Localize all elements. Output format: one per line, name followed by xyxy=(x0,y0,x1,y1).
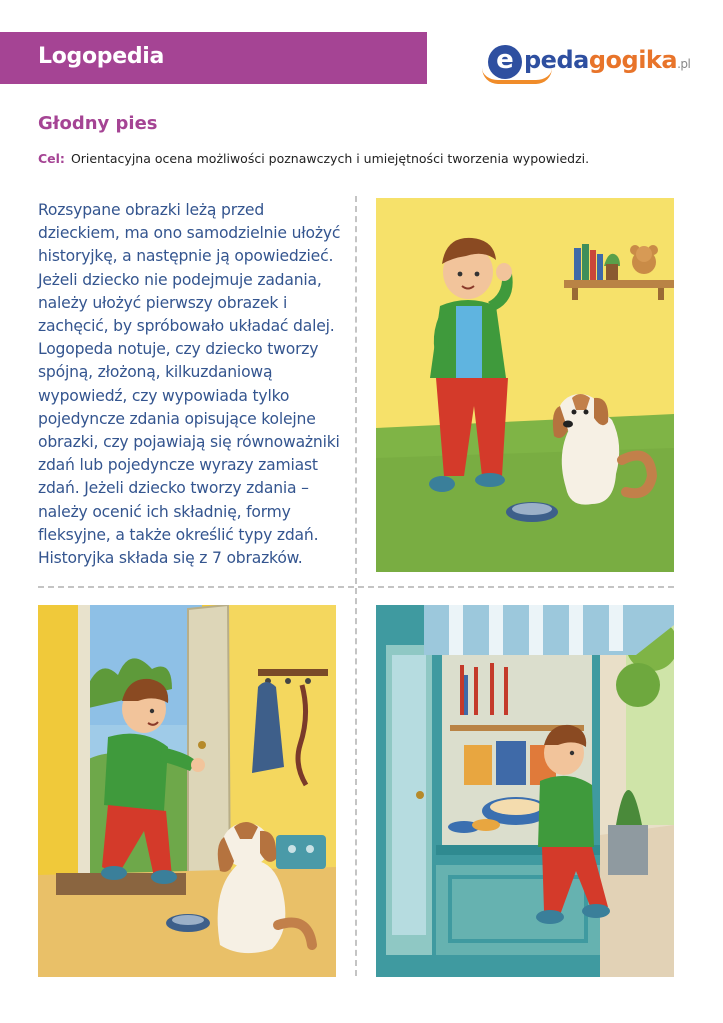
text-line: zachęcić, by spróbowało układać dalej. xyxy=(38,317,335,336)
text-line: Rozsypane obrazki leżą przed xyxy=(38,201,265,219)
text-line: zdań. Jeżeli dziecko tworzy zdania – xyxy=(38,479,309,498)
logo-e-icon: e xyxy=(488,45,522,79)
illustration-boy-opening-door xyxy=(38,605,336,977)
text-line: dzieckiem, ma ono samodzielnie ułożyć xyxy=(38,224,341,243)
text-line: spójną, złożoną, kilkuzdaniową xyxy=(38,363,273,382)
logo-tld: .pl xyxy=(677,57,691,71)
logo-part1: peda xyxy=(524,46,589,74)
text-line: wypowiedź, czy wypowiada tylko xyxy=(38,386,290,405)
goal-line xyxy=(38,151,589,166)
text-line: Historyjka składa się z 7 obrazków. xyxy=(38,549,303,568)
goal-text: Orientacyjna ocena możliwości poznawczych i umiejętności tworzenia wypowiedzi. xyxy=(70,151,590,166)
text-line: fleksyjne, a także określić typy zdań. xyxy=(38,525,319,544)
illustration-boy-and-dog xyxy=(376,198,674,572)
text-line: historyjkę, a następnie ją opowiedzieć. xyxy=(38,247,334,266)
text-line: Jeżeli dziecko nie podejmuje zadania, xyxy=(38,270,322,289)
logo-part2: gogika xyxy=(588,46,678,74)
text-line: Logopeda notuje, czy dziecko tworzy xyxy=(38,340,319,359)
cut-line-horizontal xyxy=(38,586,674,588)
text-line: zdań lub pojedyncze wyrazy zamiast xyxy=(38,456,318,475)
epedagogika-logo[interactable] xyxy=(488,40,691,84)
text-line: obrazki, czy pojawiają się równoważniki xyxy=(38,433,340,452)
section-title: Logopedia xyxy=(38,44,165,69)
logo-wordmark xyxy=(524,46,690,74)
goal-label: Cel: xyxy=(38,151,65,166)
page-title: Głodny pies xyxy=(38,113,158,134)
text-line: pojedyncze zdania opisujące kolejne xyxy=(38,409,316,428)
text-line: należy ułożyć pierwszy obrazek i xyxy=(38,293,288,312)
instructions-text xyxy=(38,199,343,570)
illustration-pet-shop xyxy=(376,605,674,977)
text-line: należy ocenić ich składnię, formy xyxy=(38,502,291,521)
